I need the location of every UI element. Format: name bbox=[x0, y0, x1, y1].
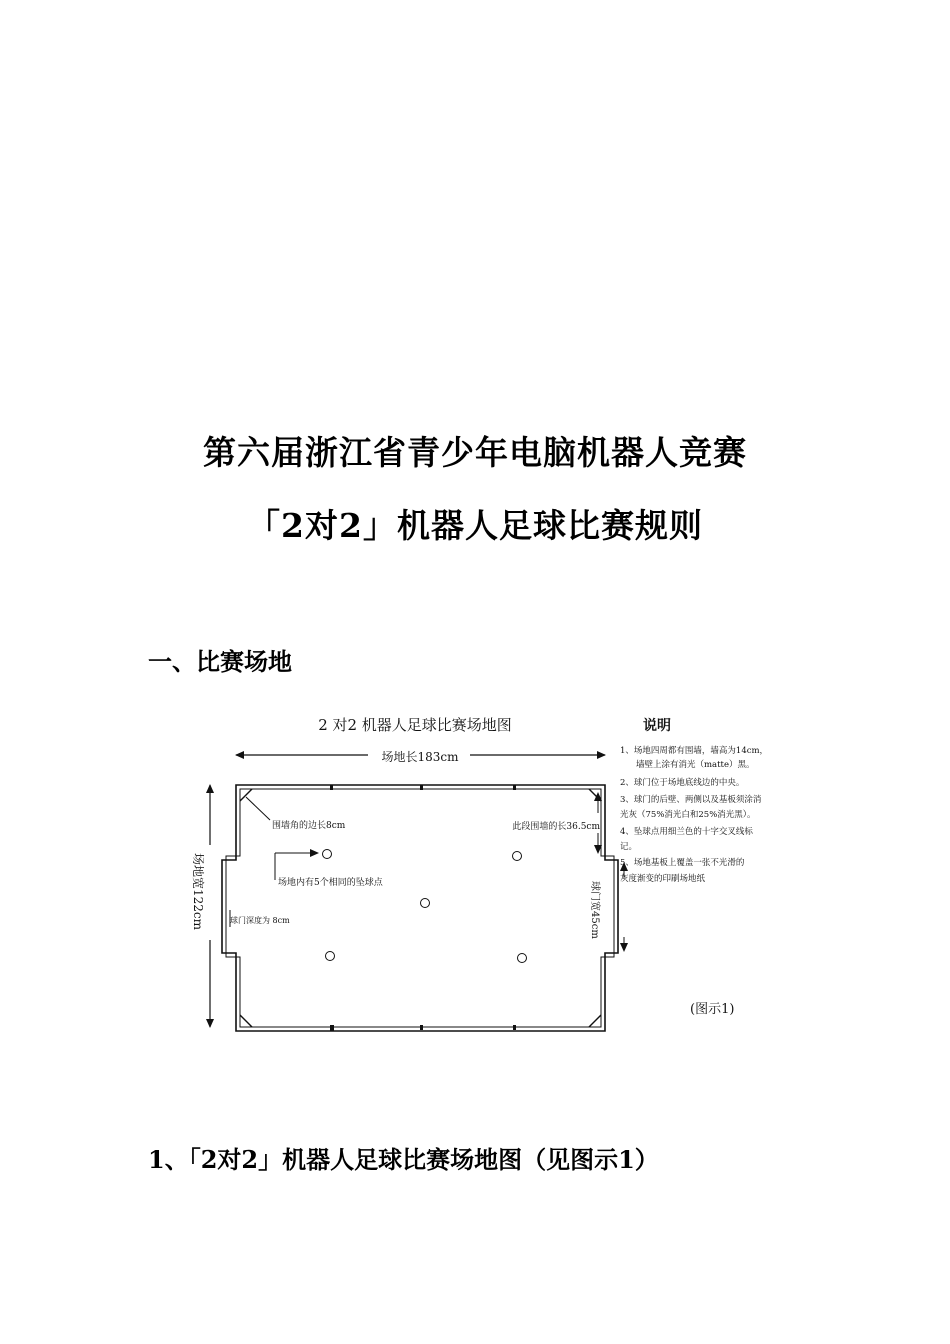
note-line: 3、球门的后壁、两侧以及基板须涂消 bbox=[620, 795, 762, 805]
document-title-line-1: 第六届浙江省青少年电脑机器人竞赛 bbox=[203, 433, 747, 472]
note-line: 灰度渐变的印刷场地纸 bbox=[620, 874, 706, 884]
note-line: 5、场地基板上覆盖一张不光滑的 bbox=[620, 858, 745, 868]
wall-marker bbox=[513, 1025, 516, 1030]
figure-title: 2 对2 机器人足球比赛场地图 bbox=[318, 716, 512, 734]
kick-off-spot bbox=[513, 852, 522, 861]
kick-off-spot bbox=[323, 850, 332, 859]
wall-marker bbox=[513, 785, 516, 790]
note-line: 墙壁上涂有消光（matte）黑。 bbox=[636, 760, 755, 770]
corner-label-pointer bbox=[246, 797, 270, 820]
corner-wall bbox=[240, 1015, 252, 1027]
kick-off-spot bbox=[326, 952, 335, 961]
wall-marker bbox=[420, 785, 423, 790]
corner-wall bbox=[589, 789, 601, 801]
note-line: 1、场地四周都有围墙，墙高为14cm， bbox=[620, 746, 769, 756]
corner-label: 围墙角的边长8cm bbox=[272, 821, 346, 831]
field-diagram bbox=[180, 705, 780, 1045]
note-line: 2、球门位于场地底线边的中央。 bbox=[620, 778, 745, 788]
wall-marker bbox=[330, 1025, 334, 1031]
note-line: 记。 bbox=[620, 842, 638, 852]
notes-title: 说明 bbox=[643, 718, 671, 734]
wall-marker bbox=[420, 1025, 423, 1030]
wall-marker bbox=[330, 785, 333, 790]
corner-wall bbox=[589, 1015, 601, 1027]
document-title-line-2: 「2对2」机器人足球比赛规则 bbox=[247, 506, 703, 545]
length-label: 场地长183cm bbox=[381, 750, 459, 764]
spots-label: 场地内有5个相同的坠球点 bbox=[278, 878, 383, 888]
corner-wall bbox=[240, 789, 252, 801]
note-line: 4、坠球点用细兰色的十字交叉线标 bbox=[620, 827, 753, 837]
note-line: 光灰（75%消光白和25%消光黑）。 bbox=[620, 810, 756, 820]
kick-off-spot bbox=[421, 899, 430, 908]
kick-off-spot bbox=[518, 954, 527, 963]
width-label: 场地宽122cm bbox=[191, 853, 205, 931]
wall-segment-label: 此段围墙的长36.5cm bbox=[512, 822, 600, 832]
section-heading-venue: 一、比赛场地 bbox=[148, 647, 292, 676]
item-heading-field-map: 1、「2对2」机器人足球比赛场地图（见图示1） bbox=[148, 1145, 659, 1174]
goal-width-label: 球门宽45cm bbox=[589, 881, 600, 939]
goal-depth-label: 球门深度为 8cm bbox=[230, 916, 290, 925]
figure-caption: (图示1) bbox=[690, 1002, 735, 1017]
